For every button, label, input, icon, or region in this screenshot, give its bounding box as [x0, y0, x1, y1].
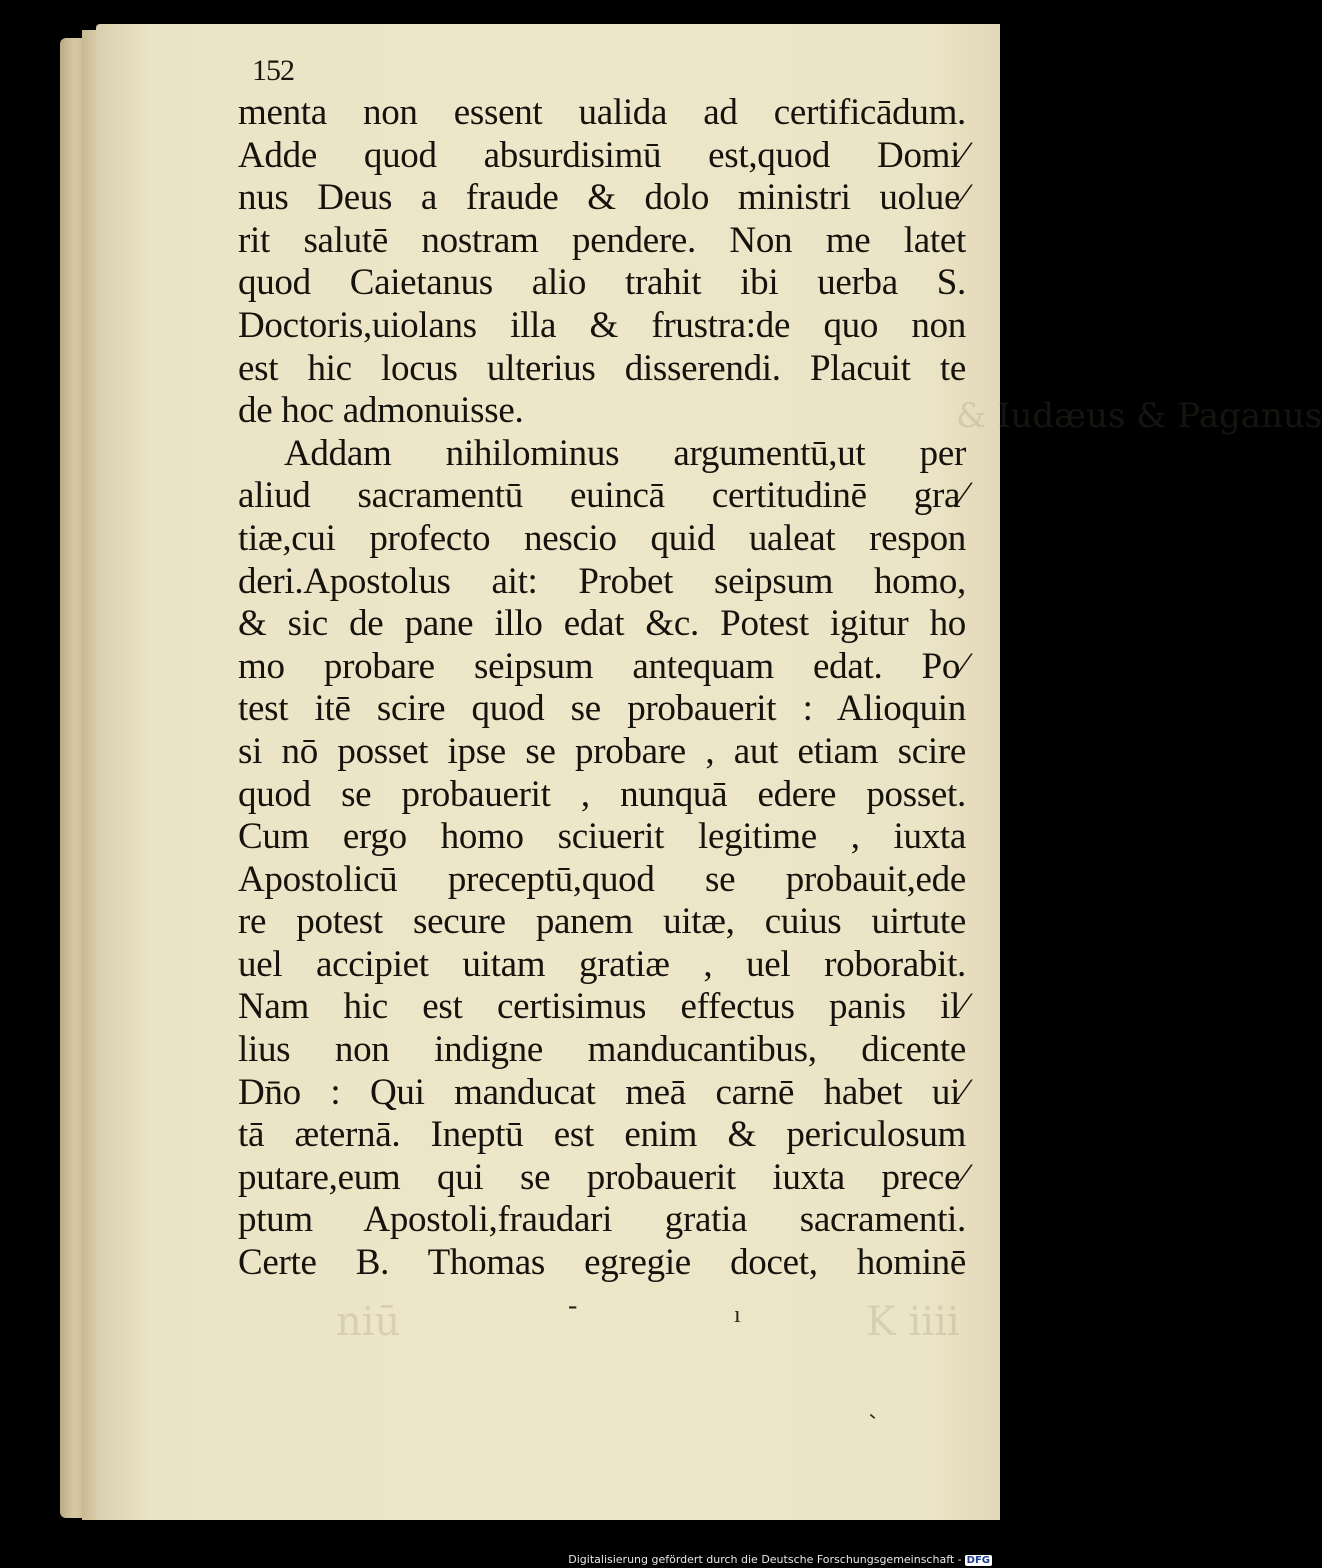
text-line: mo probare seipsum antequam edat. Po⁄: [238, 645, 966, 687]
text-line: Certe B. Thomas egregie docet, hominē: [238, 1242, 966, 1284]
text-line: si nō posset ipse se probare , aut etiam scire: [238, 730, 966, 772]
credit-text: Digitalisierung gefördert durch die Deutsche Forschungsgemeinschaft -: [568, 1553, 962, 1566]
text-line: Cum ergo homo sciuerit legitime , iuxta: [238, 816, 966, 858]
text-line: Dn̄o : Qui manducat meā carnē habet ui⁄: [238, 1071, 966, 1113]
ink-mark: -: [568, 1290, 578, 1321]
page-number: 152: [252, 54, 294, 87]
digitization-credit: [568, 1553, 992, 1566]
text-line: Nam hic est certisimus effectus panis il⁄: [238, 986, 966, 1028]
text-line: menta non essent ualida ad certificādum.: [238, 92, 966, 133]
bleed-through-shadow: & Iudæus & Paganus niū K iiii: [336, 396, 1322, 1345]
text-line: aliud sacramentū euincā certitudinē gra⁄: [238, 475, 966, 517]
text-line: Apostolicū preceptū,quod se probauit,ede: [238, 858, 966, 900]
text-line: est hic locus ulterius disserendi. Placuit te: [238, 347, 966, 389]
text-line: Adde quod absurdisimū est,quod Domi⁄: [238, 134, 966, 176]
text-line: quod se probauerit , nunquā edere posset.: [238, 773, 966, 815]
text-line: quod Caietanus alio trahit ibi uerba S.: [238, 262, 966, 304]
ink-mark: -: [863, 1402, 885, 1427]
text-line: & sic de pane illo edat &c. Potest igitur ho: [238, 603, 966, 645]
text-line: rit salutē nostram pendere. Non me latet: [238, 219, 966, 261]
text-line: nus Deus a fraude & dolo ministri uolue⁄: [238, 177, 966, 219]
text-line: uel accipiet uitam gratiæ , uel roborabit.: [238, 943, 966, 985]
ink-mark: ı: [734, 1302, 741, 1328]
text-line: tiæ,cui profecto nescio quid ualeat respon: [238, 517, 966, 559]
text-block: [238, 92, 966, 1285]
text-line: re potest secure panem uitæ, cuius uirtute: [238, 901, 966, 943]
text-line: tā æternā. Ineptū est enim & periculosum: [238, 1114, 966, 1156]
text-line: Doctoris,uiolans illa & frustra:de quo non: [238, 304, 966, 346]
text-line: deri.Apostolus ait: Probet seipsum homo,: [238, 560, 966, 602]
dfg-logo: DFG: [966, 1555, 990, 1566]
text-line: ptum Apostoli,fraudari gratia sacramenti.: [238, 1199, 966, 1241]
text-line: putare,eum qui se probauerit iuxta prece⁄: [238, 1156, 966, 1198]
text-line: de hoc admonuisse.: [238, 390, 524, 432]
text-line: Addam nihilominus argumentū,ut per: [284, 432, 966, 474]
text-line: lius non indigne manducantibus, dicente: [238, 1029, 966, 1071]
text-line: test itē scire quod se probauerit : Alioquin: [238, 688, 966, 730]
